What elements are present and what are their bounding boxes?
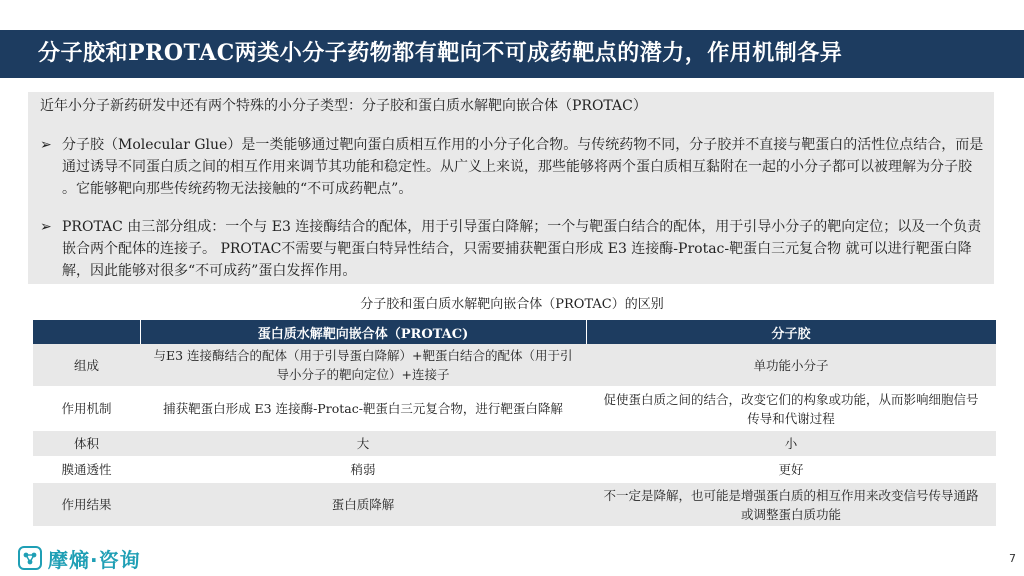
glue-cell: 更好	[586, 457, 996, 483]
protac-cell: 稍弱	[140, 457, 586, 483]
glue-cell: 单功能小分子	[586, 344, 996, 387]
glue-cell: 促使蛋白质之间的结合，改变它们的构象或功能，从而影响细胞信号传导和代谢过程	[586, 387, 996, 431]
table-row	[33, 457, 996, 483]
protac-cell: 蛋白质降解	[140, 483, 586, 527]
bullet-text: PROTAC 由三部分组成：一个与 E3 连接酶结合的配体，用于引导蛋白降解；一个与靶蛋白结合的配体，用于引导小分子的靶向定位；以及一个负责嵌合两个配体的连接子。 PROTAC不需要与靶蛋白特异性结合，只需要捕获靶蛋白形成 E3 连接酶-Protac-靶蛋白三元复合物 就可以进行靶蛋白降解，因此能够对很多“不可成药”蛋白发挥作用。	[62, 219, 982, 279]
header-cell-protac: 蛋白质水解靶向嵌合体（PROTAC)	[140, 320, 586, 344]
table-row	[33, 431, 996, 457]
logo-text: 摩熵·咨询	[48, 547, 141, 572]
slide-title: 分子胶和PROTAC两类小分子药物都有靶向不可成药靶点的潜力，作用机制各异	[38, 40, 843, 66]
bullet-arrow-icon: ➢	[40, 219, 52, 235]
intro-lead: 近年小分子新药研发中还有两个特殊的小分子类型：分子胶和蛋白质水解靶向嵌合体（PROTAC）	[40, 98, 647, 114]
table-row	[33, 483, 996, 527]
row-label: 膜通透性	[33, 457, 140, 483]
protac-cell: 与E3 连接酶结合的配体（用于引导蛋白降解）+靶蛋白结合的配体（用于引导小分子的靶向定位）+连接子	[140, 344, 586, 387]
bullet-protac	[40, 216, 990, 282]
row-label: 组成	[33, 344, 140, 387]
moshang-logo-icon	[18, 546, 42, 570]
header-cell-molecular-glue: 分子胶	[586, 320, 996, 344]
table-row	[33, 387, 996, 431]
row-label: 体积	[33, 431, 140, 457]
row-label: 作用结果	[33, 483, 140, 527]
footer-logo	[18, 545, 141, 571]
bullet-text: 分子胶（Molecular Glue）是一类能够通过靶向蛋白质相互作用的小分子化合物。与传统药物不同，分子胶并不直接与靶蛋白的活性位点结合，而是通过诱导不同蛋白质之间的相互作用来调节其功能和稳定性。从广义上来说，那些能够将两个蛋白质相互黏附在一起的小分子都可以被理解为分子胶 。它能够靶向那些传统药物无法接触的“不可成药靶点”。	[62, 137, 984, 197]
comparison-table	[33, 320, 997, 527]
bullet-arrow-icon: ➢	[40, 137, 52, 153]
page-number: 7	[1009, 552, 1016, 565]
bullet-molecular-glue	[40, 134, 990, 200]
table-row	[33, 344, 996, 387]
table-header-row	[33, 320, 996, 344]
table-caption: 分子胶和蛋白质水解靶向嵌合体（PROTAC）的区别	[360, 297, 664, 312]
protac-cell: 大	[140, 431, 586, 457]
glue-cell: 不一定是降解，也可能是增强蛋白质的相互作用来改变信号传导通路或调整蛋白质功能	[586, 483, 996, 527]
protac-cell: 捕获靶蛋白形成 E3 连接酶-Protac-靶蛋白三元复合物，进行靶蛋白降解	[140, 387, 586, 431]
header-cell-empty	[33, 320, 140, 344]
glue-cell: 小	[586, 431, 996, 457]
row-label: 作用机制	[33, 387, 140, 431]
